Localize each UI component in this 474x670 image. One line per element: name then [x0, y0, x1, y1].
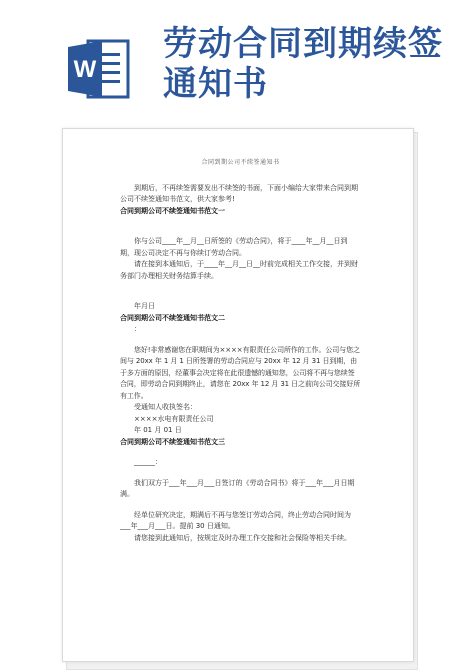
- document-title: 合同到期公司不续签通知书: [201, 159, 280, 166]
- salutation-3: ______：: [134, 458, 162, 466]
- paragraph-1a: 你与公司____年__月__日所签的《劳动合同》，将于____年__月__日到期，现公司决定不再与你续订劳动合同。: [120, 237, 348, 257]
- page-title: [163, 24, 443, 104]
- date-line-2: 年 01 月 01 日: [134, 426, 182, 434]
- section-heading-1: 合同到期公司不续签通知书范文一: [120, 206, 225, 215]
- title-line-2: 通知书: [163, 64, 268, 104]
- paragraph-2: 您好!非常感谢您在职期间为××××有限责任公司所作的工作。公司与您之间与 20xx 年 1 月 1 日所签署的劳动合同应与 20xx 年 12 月 31 日到期，由于多方面的原因，经董事会决定将在此很遗憾的通知您，公司将不再与您续签合同，即劳动合同到期终止，请您在 20xx 年 12 月 31 日之前向公司交接好所有工作。: [120, 345, 361, 400]
- company-name: ××××水电有限责任公司: [134, 414, 214, 423]
- recipient-signature-line: 受通知人收执签名：: [134, 403, 197, 411]
- paragraph-3b: 经单位研究决定，期满后不再与您签订劳动合同，终止劳动合同时间为___年___月___日。提前 30 日通知。: [120, 510, 351, 530]
- word-document-icon: [66, 37, 132, 101]
- section-heading-3: 合同到期公司不续签通知书范文三: [120, 437, 225, 446]
- document-page: [62, 128, 414, 662]
- title-line-1: 劳动合同到期续签: [163, 24, 443, 64]
- svg-text:W: W: [73, 56, 97, 83]
- intro-paragraph: 到期后，不再续签需要发出不续签的书面，下面小编给大家带来合同到期公司不续签通知书范文，供大家参考!: [120, 183, 358, 203]
- salutation-2: ：: [134, 325, 141, 333]
- document-body: [120, 157, 361, 544]
- document-preview: [62, 128, 418, 668]
- section-heading-2: 合同到期公司不续签通知书范文二: [120, 313, 225, 322]
- paragraph-3a: 我们双方于___年___月___日签订的《劳动合同书》将于___年___月日期满。: [120, 478, 355, 498]
- paragraph-1b: 请在接到本通知后，于____年__月__日__时前完成相关工作交接，并到财务部门办理相关财务结算手续。: [120, 260, 358, 280]
- date-line-1: 年月日: [134, 302, 155, 310]
- header-banner: [0, 0, 474, 115]
- paragraph-3c: 请您接到此通知后，按规定及时办理工作交接和社会保险等相关手续。: [134, 533, 351, 542]
